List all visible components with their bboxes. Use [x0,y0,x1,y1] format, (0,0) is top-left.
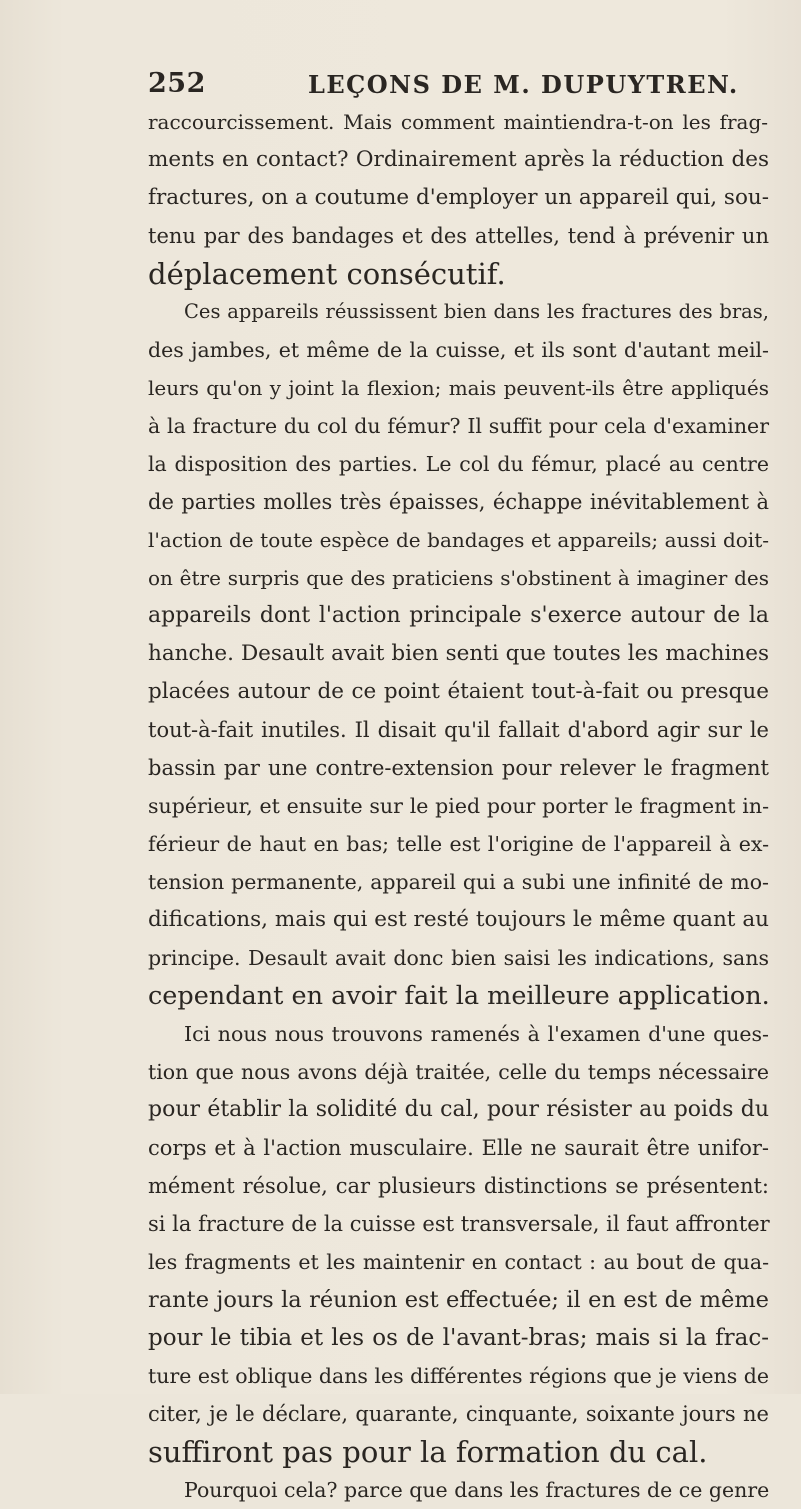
text-line: ments en contact? Ordinairement après la réduction des [148,147,769,172]
text-line: pour le tibia et les os de l'avant-bras; mais si la frac- [148,1325,769,1351]
text-line: pour établir la solidité du cal, pour résister au poids du [148,1097,769,1122]
text-line: la disposition des parties. Le col du fémur, placé au centre [148,452,769,476]
text-line: appareils dont l'action principale s'exerce autour de la [148,603,769,628]
text-line: à la fracture du col du fémur? Il suffit pour cela d'examiner [148,414,769,438]
text-line: tension permanente, appareil qui a subi une infinité de mo- [148,870,769,894]
text-line: de parties molles très épaisses, échappe inévitablement à [148,490,769,514]
text-line: placées autour de ce point étaient tout-à-fait ou presque [148,679,769,704]
running-title: LEÇONS DE M. DUPUYTREN. [308,70,739,99]
text-line: hanche. Desault avait bien senti que toutes les machines [148,641,769,666]
text-line: bassin par une contre-extension pour relever le fragment [148,756,769,780]
text-line: leurs qu'on y joint la flexion; mais peuvent-ils être appliqués [148,376,769,400]
text-line: suffiront pas pour la formation du cal. [148,1435,708,1469]
text-line: tout-à-fait inutiles. Il disait qu'il fallait d'abord agir sur le [148,718,769,742]
text-line: principe. Desault avait donc bien saisi les indications, sans [148,946,769,970]
text-line: cependant en avoir fait la meilleure application. [148,981,770,1011]
text-line: férieur de haut en bas; telle est l'origine de l'appareil à ex- [148,832,769,856]
text-line: fractures, on a coutume d'employer un appareil qui, sou- [148,185,769,210]
page-number: 252 [148,68,206,99]
text-line: tenu par des bandages et des attelles, tend à prévenir un [148,224,769,248]
text-line: Ces appareils réussissent bien dans les fractures des bras, [184,300,769,323]
text-line: des jambes, et même de la cuisse, et ils sont d'autant meil- [148,338,769,362]
text-line: Ici nous nous trouvons ramenés à l'examen d'une ques- [184,1022,769,1046]
text-line: déplacement consécutif. [148,257,506,291]
text-line: supérieur, et ensuite sur le pied pour porter le fragment in- [148,794,769,818]
page-header [148,68,768,108]
text-line: l'action de toute espèce de bandages et appareils; aussi doit- [148,528,769,552]
text-line: raccourcissement. Mais comment maintiendra-t-on les frag- [148,110,768,134]
text-line: corps et à l'action musculaire. Elle ne saurait être unifor- [148,1136,769,1160]
text-line: rante jours la réunion est effectuée; il en est de même [148,1287,769,1313]
text-line: les fragments et les maintenir en contact : au bout de qua- [148,1250,769,1274]
text-line: ture est oblique dans les différentes régions que je viens de [148,1364,770,1388]
text-line: citer, je le déclare, quarante, cinquante, soixante jours ne [148,1402,769,1426]
text-line: difications, mais qui est resté toujours le même quant au [148,907,769,932]
text-line: on être surpris que des praticiens s'obstinent à imaginer des [148,566,769,590]
text-line: Pourquoi cela? parce que dans les fractures de ce genre [184,1478,770,1502]
text-line: mément résolue, car plusieurs distinctions se présentent: [148,1174,769,1198]
text-line: tion que nous avons déjà traitée, celle du temps nécessaire [148,1060,769,1084]
text-line: si la fracture de la cuisse est transversale, il faut affronter [148,1212,770,1236]
